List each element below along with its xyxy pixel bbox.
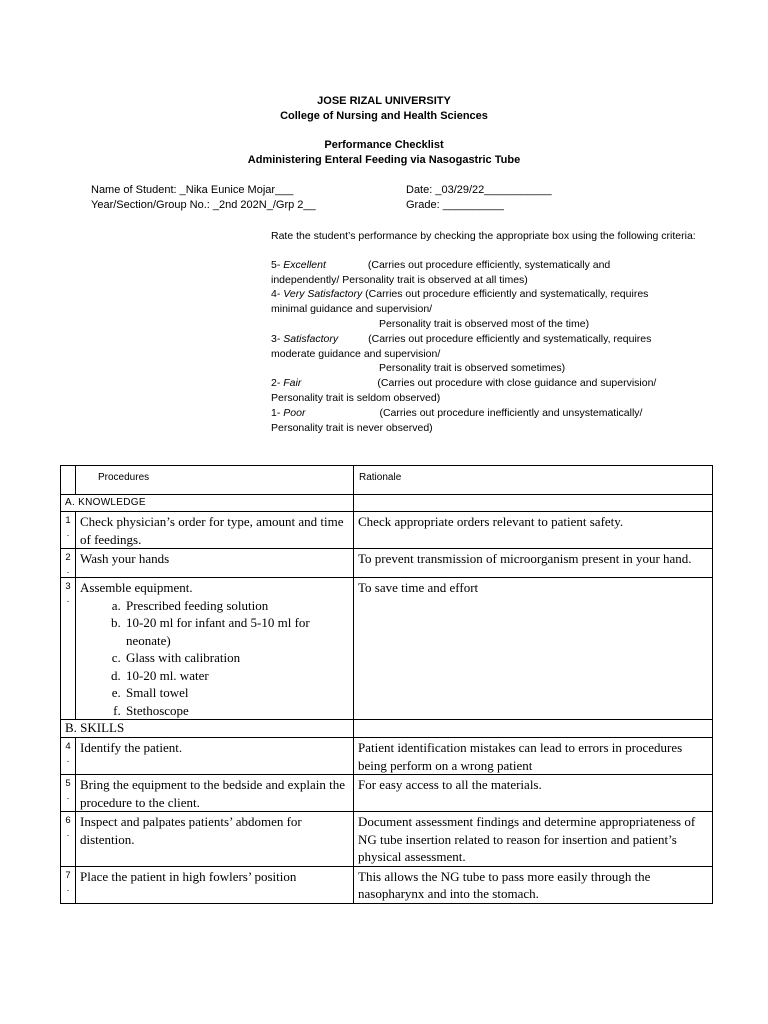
row-number: 2 . (61, 549, 76, 578)
criterion-1-name: Poor (283, 406, 306, 419)
criterion-3-desc: (Carries out procedure efficiently and systematically, requires (368, 332, 652, 345)
criterion-5-name: Excellent (283, 258, 326, 271)
grade-row (406, 199, 504, 211)
section-row-skills (61, 720, 713, 738)
criterion-1 (271, 406, 711, 421)
criterion-4-desc-cont: minimal guidance and supervision/ (271, 303, 433, 316)
procedure-cell: Wash your hands (76, 549, 354, 578)
criterion-4-number: 4- (271, 288, 281, 301)
header-procedures: Procedures (76, 466, 354, 495)
criterion-4-name: Very Satisfactory (283, 288, 363, 301)
university-name: JOSE RIZAL UNIVERSITY (317, 95, 451, 107)
row-number: 6 . (61, 812, 76, 867)
row-number: 7 . (61, 866, 76, 903)
rationale-cell: This allows the NG tube to pass more easily through the nasopharynx and into the stomach. (354, 866, 713, 903)
rationale-cell: To save time and effort (354, 578, 713, 720)
procedure-text: Assemble equipment. (80, 580, 193, 595)
criterion-5-desc-cont: independently/ Personality trait is observed at all times) (271, 273, 528, 286)
criterion-5-desc: (Carries out procedure efficiently, systematically and (367, 258, 611, 271)
list-item: f. Stethoscope (124, 702, 349, 720)
college-name: College of Nursing and Health Sciences (280, 110, 488, 122)
grade-value: __________ (442, 199, 504, 211)
criterion-2-desc: (Carries out procedure with close guidance and supervision/ (377, 377, 657, 390)
table-row (61, 866, 713, 903)
equipment-list (80, 597, 349, 720)
criterion-2-name: Fair (283, 377, 302, 390)
procedure-cell: Identify the patient. (76, 738, 354, 775)
procedure-cell (76, 578, 354, 720)
section-knowledge: A. KNOWLEDGE (61, 495, 354, 512)
criterion-3-name: Satisfactory (283, 332, 339, 345)
criterion-2 (271, 376, 711, 391)
criterion-5-number: 5- (271, 258, 281, 271)
procedure-cell: Place the patient in high fowlers’ position (76, 866, 354, 903)
year-section-label: Year/Section/Group No.: (91, 199, 210, 211)
rationale-cell: Document assessment findings and determine appropriateness of NG tube insertion related to reason for insertion and patient’s physical assessment. (354, 812, 713, 867)
criterion-4-desc: (Carries out procedure efficiently and systematically, requires (365, 288, 649, 301)
table-row (61, 812, 713, 867)
criterion-1-desc: (Carries out procedure inefficiently and unsystematically/ (379, 406, 643, 419)
criterion-3-desc-cont: moderate guidance and supervision/ (271, 347, 441, 360)
procedure-cell: Check physician’s order for type, amount and time of feedings. (76, 512, 354, 549)
criteria-intro: Rate the student’s performance by checking the appropriate box using the following criteria: (271, 230, 696, 242)
year-section-row (91, 199, 316, 211)
criterion-3-trait: Personality trait is observed sometimes) (379, 362, 566, 375)
criterion-5 (271, 258, 711, 273)
student-name-label: Name of Student: (91, 184, 177, 196)
table-row (61, 512, 713, 549)
rationale-cell: For easy access to all the materials. (354, 775, 713, 812)
criterion-4 (271, 287, 711, 302)
criterion-4-trait: Personality trait is observed most of the time) (379, 317, 590, 330)
table-row (61, 549, 713, 578)
criterion-2-number: 2- (271, 377, 281, 390)
table-header-row (61, 466, 713, 495)
grade-label: Grade: (406, 199, 440, 211)
checklist-table (60, 465, 713, 904)
criterion-1-number: 1- (271, 406, 281, 419)
year-section-value: _2nd 202N_/Grp 2__ (212, 199, 316, 211)
row-number: 4 . (61, 738, 76, 775)
table-row (61, 775, 713, 812)
table-row (61, 738, 713, 775)
student-name-row (91, 184, 293, 196)
criterion-2-desc-cont: Personality trait is seldom observed) (271, 391, 441, 404)
list-item: e. Small towel (124, 684, 349, 702)
procedure-cell: Bring the equipment to the bedside and explain the procedure to the client. (76, 775, 354, 812)
student-name-value: _Nika Eunice Mojar___ (179, 184, 294, 196)
list-item: b. 10-20 ml for infant and 5-10 ml for neonate) (124, 614, 349, 649)
section-skills: B. SKILLS (61, 720, 354, 738)
rating-criteria (271, 229, 711, 435)
table-row (61, 578, 713, 720)
list-item: c. Glass with calibration (124, 649, 349, 667)
date-value: _03/29/22___________ (435, 184, 552, 196)
rationale-cell: To prevent transmission of microorganism present in your hand. (354, 549, 713, 578)
criterion-3-number: 3- (271, 332, 281, 345)
rationale-cell: Patient identification mistakes can lead to errors in procedures being perform on a wrong patient (354, 738, 713, 775)
row-number: 5 . (61, 775, 76, 812)
date-row (406, 184, 552, 196)
row-number: 3 . (61, 578, 76, 720)
header-rationale: Rationale (354, 466, 713, 495)
list-item: a. Prescribed feeding solution (124, 597, 349, 615)
date-label: Date: (406, 184, 433, 196)
section-row-knowledge (61, 495, 713, 512)
list-item: d. 10-20 ml. water (124, 667, 349, 685)
criterion-1-desc-cont: Personality trait is never observed) (271, 421, 433, 434)
document-type: Performance Checklist (324, 139, 444, 151)
criterion-3 (271, 332, 711, 347)
rationale-cell: Check appropriate orders relevant to patient safety. (354, 512, 713, 549)
procedure-cell: Inspect and palpates patients’ abdomen for distention. (76, 812, 354, 867)
row-number: 1 . (61, 512, 76, 549)
document-title: Administering Enteral Feeding via Nasogastric Tube (247, 154, 521, 166)
